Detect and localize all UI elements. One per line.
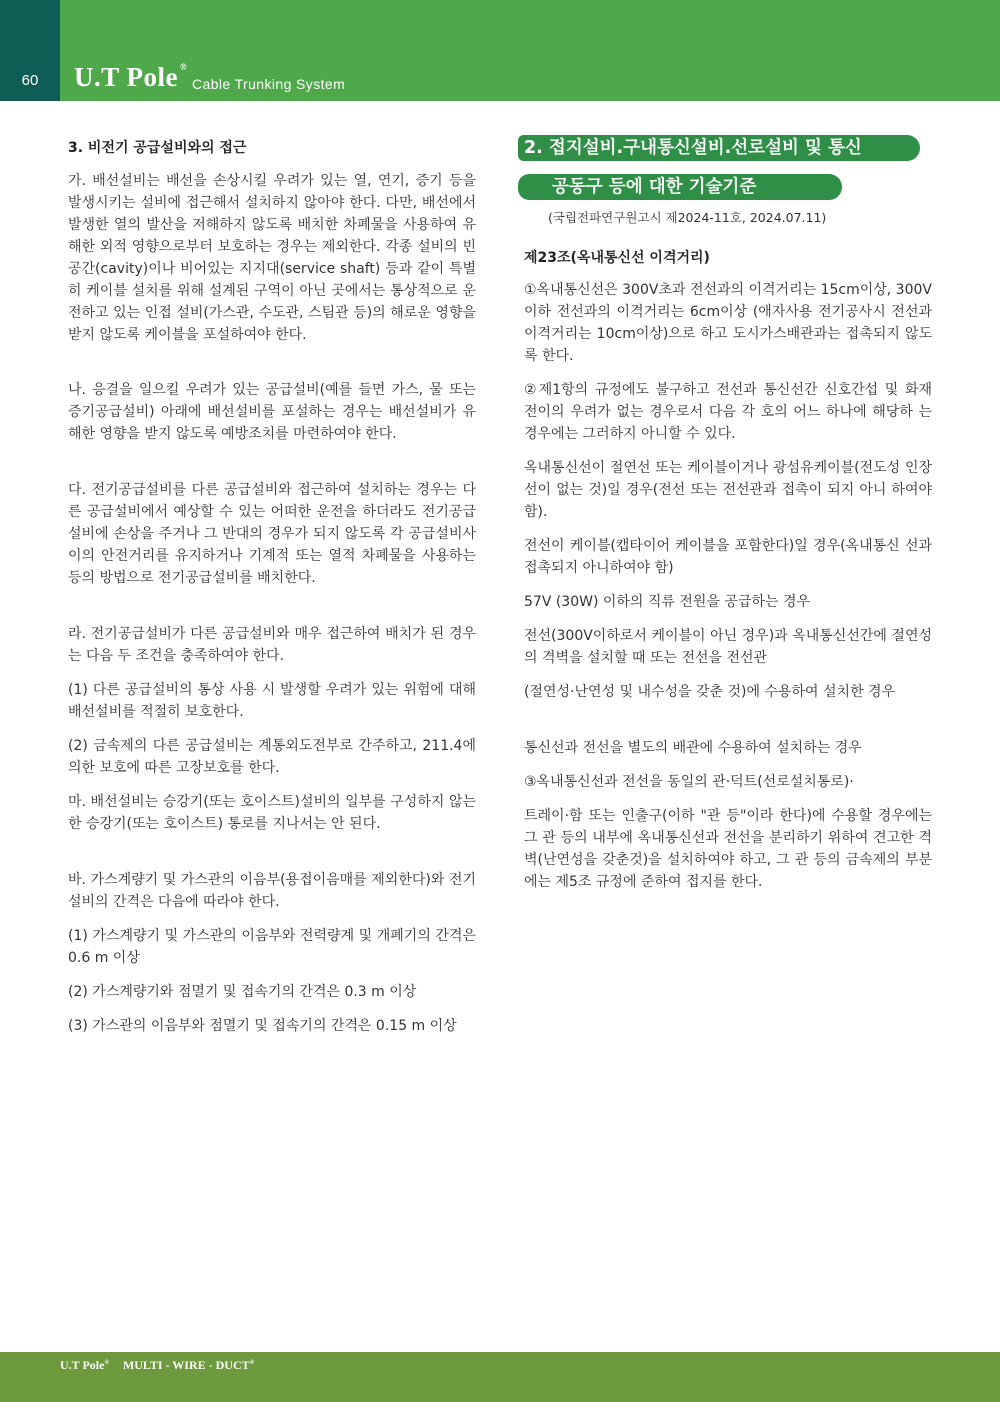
left-paragraph-ba-2: (2) 가스계량기와 점멸기 및 접속기의 간격은 0.3 m 이상: [68, 984, 417, 1000]
footer-product-mark: ®: [249, 1360, 255, 1366]
footer-brand: [60, 1358, 254, 1373]
footer-brand-mark: ®: [104, 1360, 109, 1366]
left-paragraph-da: 다. 전기공급설비를 다른 공급설비와 접근하여 설치하는 경우는 다른 공급설비에서 예상할 수 있는 어떠한 운전을 하더라도 전기공급설비에 손상을 주거나 그 반대의 경우가 되지 않도록 각 공급설비사이의 안전거리를 유지하거나 기계적 또는 열적 차폐물을 사용하는 등의 방법으로 전기공급설비를 배치한다.: [68, 482, 476, 586]
footer-product-name: MULTI - WIRE - DUCT: [122, 1358, 250, 1372]
left-paragraph-ra-1: (1) 다른 공급설비의 통상 사용 시 발생할 우려가 있는 위험에 대해 배선설비를 적절히 보호한다.: [68, 682, 476, 720]
right-paragraph-10: 트레이·함 또는 인출구(이하 "관 등"이라 한다)에 수용할 경우에는 그 관 등의 내부에 옥내통신선과 전선을 분리하기 위하여 견고한 격벽(난연성을 갖춘것)을 설치하여야 하고, 그 관 등의 금속제의 부분에는 제5조 규정에 준하여 접지를 한다.: [524, 808, 932, 890]
page-header: [0, 0, 1000, 101]
left-paragraph-ra: 라. 전기공급설비가 다른 공급설비와 매우 접근하여 배치가 된 경우는 다음 두 조건을 충족하여야 한다.: [68, 626, 476, 664]
right-paragraph-8: 통신선과 전선을 별도의 배관에 수용하여 설치하는 경우: [524, 740, 862, 756]
footer-brand-name: U.T Pole: [60, 1358, 105, 1372]
article-title: 제23조(옥내통신선 이격거리): [524, 250, 710, 266]
right-paragraph-7: (절연성·난연성 및 내수성을 갖춘 것)에 수용하여 설치한 경우: [524, 684, 896, 700]
chapter-title-line2: 공동구 등에 대한 기술기준: [518, 174, 842, 200]
left-paragraph-ra-2: (2) 금속제의 다른 공급설비는 계통외도전부로 간주하고, 211.4에 의한 보호에 따른 고장보호를 한다.: [68, 738, 476, 776]
header-subtitle: Cable Trunking System: [192, 76, 346, 92]
left-paragraph-ba: 바. 가스계량기 및 가스관의 이음부(용접이음매를 제외한다)와 전기설비의 간격은 다음에 따라야 한다.: [68, 872, 476, 910]
left-paragraph-ba-1: (1) 가스계량기 및 가스관의 이음부와 전력량계 및 개폐기의 간격은 0.6 m 이상: [68, 928, 476, 966]
right-paragraph-5: 57V (30W) 이하의 직류 전원을 공급하는 경우: [524, 594, 811, 610]
brand-registered-mark: ®: [180, 62, 188, 72]
right-paragraph-9: ③옥내통신선과 전선을 동일의 관·덕트(선로설치통로)·: [524, 774, 854, 790]
right-paragraph-4: 전선이 케이블(캡타이어 케이블을 포함한다)일 경우(옥내통신 선과 접촉되지 아니하여야 함): [524, 538, 932, 576]
right-paragraph-6: 전선(300V이하로서 케이블이 아닌 경우)과 옥내통신선간에 절연성의 격벽을 설치할 때 또는 전선을 전선관: [524, 628, 932, 666]
section-heading: 3. 비전기 공급설비와의 접근: [68, 140, 247, 156]
left-paragraph-ba-3: (3) 가스관의 이음부와 점멸기 및 접속기의 간격은 0.15 m 이상: [68, 1018, 457, 1034]
right-paragraph-2: ②제1항의 규정에도 불구하고 전선과 통신선간 신호간섭 및 화재 전이의 우려가 없는 경우로서 다음 각 호의 어느 하나에 해당하 는 경우에는 그러하지 아니할 수 있다.: [524, 382, 932, 442]
left-paragraph-ma: 마. 배선설비는 승강기(또는 호이스트)설비의 일부를 구성하지 않는 한 승강기(또는 호이스트) 통로를 지나서는 안 된다.: [68, 794, 476, 832]
chapter-title-line1: 2. 접지설비.구내통신설비.선로설비 및 통신: [518, 135, 920, 161]
left-paragraph-ga: 가. 배선설비는 배선을 손상시킬 우려가 있는 열, 연기, 증기 등을 발생시키는 설비에 접근해서 설치하지 않아야 한다. 다만, 배선에서 발생한 열의 발산을 저해하지 않도록 배치한 차폐물을 사용하여 유해한 외적 영향으로부터 보호하는 경우는 제외한다. 각종 설비의 빈 공간(cavity)이나 비어있는 지지대(service shaft) 등과 같이 특별히 케이블 설치를 위해 설계된 구역이 아닌 곳에서는 통상적으로 운전하고 있는 인접 설비(가스관, 수도관, 스팀관 등)의 해로운 영향을 받지 않도록 케이블을 포설하여야 한다.: [68, 173, 476, 343]
brand-logo: [74, 62, 187, 93]
right-paragraph-1: ①옥내통신선은 300V초과 전선과의 이격거리는 15cm이상, 300V이하 전선과의 이격거리는 6cm이상 (애자사용 전기공사시 전선과 이격거리는 10cm이상)으로 하고 도시가스배관과는 접촉되지 않도록 한다.: [524, 282, 932, 364]
page-number: 60: [21, 72, 39, 89]
right-paragraph-3: 옥내통신선이 절연선 또는 케이블이거나 광섬유케이블(전도성 인장선이 없는 것)일 경우(전선 또는 전선관과 접촉이 되지 아니 하여야 함).: [524, 460, 932, 520]
source-citation: (국립전파연구원고시 제2024-11호, 2024.07.11): [548, 210, 827, 225]
left-paragraph-na: 나. 응결을 일으킬 우려가 있는 공급설비(예를 들면 가스, 물 또는 증기공급설비) 아래에 배선설비를 포설하는 경우는 배선설비가 유해한 영향을 받지 않도록 예방조치를 마련하여야 한다.: [68, 382, 476, 442]
page-footer: [0, 1352, 1000, 1402]
brand-name: U.T Pole: [74, 62, 178, 92]
